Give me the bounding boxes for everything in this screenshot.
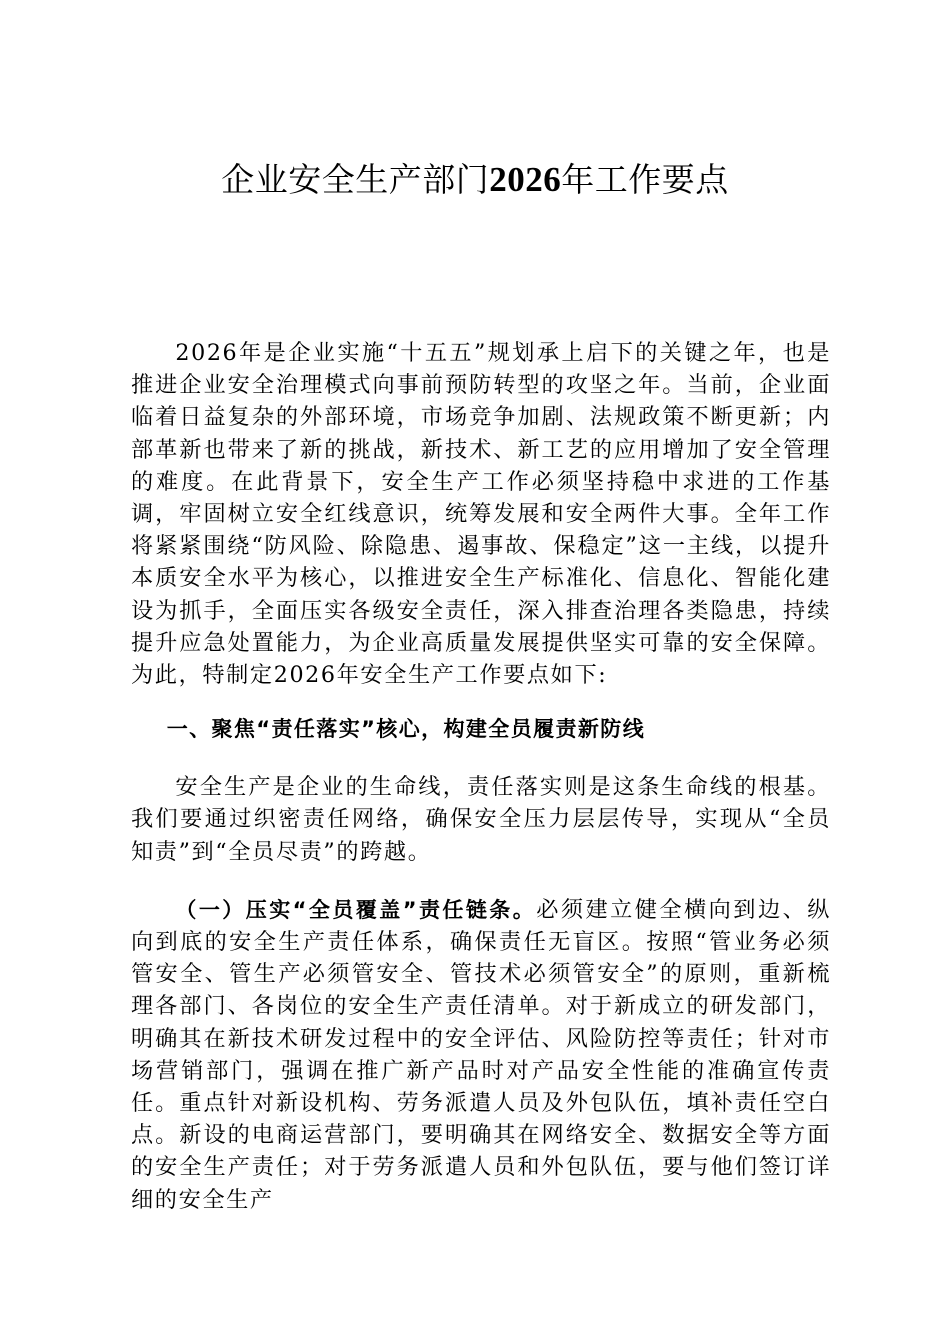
title-year: 2026 xyxy=(489,160,562,199)
section-1-paragraph: 安全生产是企业的生命线，责任落实则是这条生命线的根基。我们要通过织密责任网络，确保安全压力层层传导，实现从“全员知责”到“全员尽责”的跨越。 xyxy=(131,774,831,865)
intro-paragraph: 2026年是企业实施“十五五”规划承上启下的关键之年，也是推进企业安全治理模式向事前预防转型的攻坚之年。当前，企业面临着日益复杂的外部环境，市场竞争加剧、法规政策不断更新；内部革新也带来了新的挑战，新技术、新工艺的应用增加了安全管理的难度。在此背景下，安全生产工作必须坚持稳中求进的工作基调，牢固树立安全红线意识，统筹发展和安全两件大事。全年工作将紧紧围绕“防风险、除隐患、遏事故、保稳定”这一主线，以提升本质安全水平为核心，以推进安全生产标准化、信息化、智能化建设为抓手，全面压实各级安全责任，深入排查治理各类隐患，持续提升应急处置能力，为企业高质量发展提供坚实可靠的安全保障。为此，特制定2026年安全生产工作要点如下: xyxy=(131,340,831,689)
title-suffix: 年工作要点 xyxy=(561,160,729,199)
document-body xyxy=(131,337,831,1216)
subsection-1-paragraph xyxy=(131,894,831,1216)
subsection-1-lead: （一）压实“全员覆盖”责任链条。 xyxy=(175,897,537,922)
document-title xyxy=(0,160,950,200)
title-prefix: 企业安全生产部门 xyxy=(221,160,490,199)
subsection-1-text: 必须建立健全横向到边、纵向到底的安全生产责任体系，确保责任无盲区。按照“管业务必须管安全、管生产必须管安全、管技术必须管安全”的原则，重新梳理各部门、各岗位的安全生产责任清单。对于新成立的研发部门，明确其在新技术研发过程中的安全评估、风险防控等责任；针对市场营销部门，强调在推广新产品时对产品安全性能的准确宣传责任。重点针对新设机构、劳务派遣人员及外包队伍，填补责任空白点。新设的电商运营部门，要明确其在网络安全、数据安全等方面的安全生产责任；对于劳务派遣人员和外包队伍，要与他们签订详细的安全生产 xyxy=(131,896,832,1213)
section-1-heading: 一、聚焦“责任落实”核心，构建全员履责新防线 xyxy=(166,717,646,742)
